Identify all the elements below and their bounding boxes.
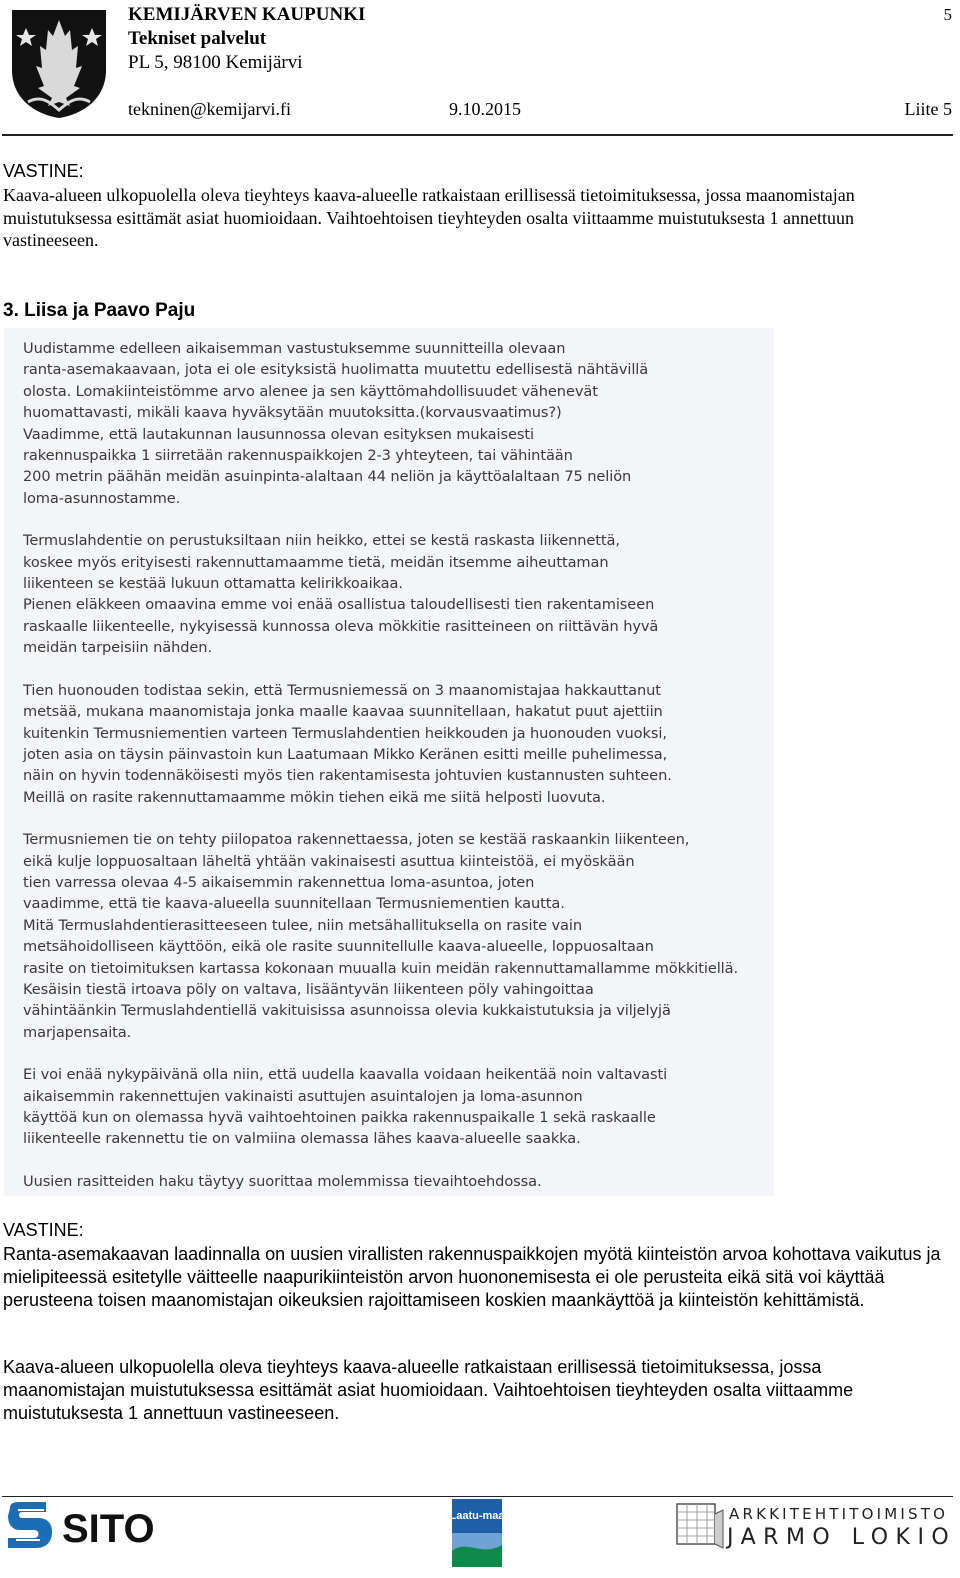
department-name: Tekniset palvelut: [128, 28, 267, 49]
letter-line: koskee myös erityisesti rakennuttamaamme tietä, meidän itsemme aiheuttaman: [23, 553, 609, 571]
letter-line: marjapensaita.: [23, 1023, 132, 1041]
section-heading: 3. Liisa ja Paavo Paju: [3, 300, 196, 321]
letter-line: Meillä on rasite rakennuttamaamme mökin tiehen eikä me siitä helposti luovuta.: [23, 788, 606, 806]
letter-line: liikenteelle rakennettu tie on valmiina olemassa lähes kaava-alueelle saakka.: [23, 1130, 581, 1148]
letter-paragraph: [23, 1171, 773, 1192]
scanned-letter-text: [23, 338, 773, 1213]
letter-line: Termuslahdentie on perustuksiltaan niin heikko, ettei se kestä raskasta liikennettä,: [23, 532, 620, 550]
letter-paragraph: [23, 829, 773, 1043]
organization-name: KEMIJÄRVEN KAUPUNKI: [128, 4, 366, 25]
page-number: 5: [943, 5, 952, 24]
letter-line: metsää, mukana maanomistaja jonka maalle kaavaa suunnitellaan, hakatut puut ajettiin: [23, 703, 663, 721]
letter-line: 200 metrin päähän meidän asuinpinta-alaltaan 44 neliön ja käyttöalaltaan 75 neliön: [23, 468, 632, 486]
letter-line: käyttöä kun on olemassa hyvä vaihtoehtoinen paikka rakennuspaikalle 1 sekä raskaalle: [23, 1109, 656, 1126]
letter-line: Tien huonouden todistaa sekin, että Termusniemessä on 3 maanomistajaa hakkauttanut: [23, 681, 661, 699]
architect-office-name: ARKKITEHTITOIMISTO: [729, 1505, 949, 1523]
letter-paragraph: [23, 338, 773, 509]
letter-paragraph: [23, 530, 773, 658]
sito-logo: [4, 1500, 174, 1552]
letter-line: meidän tarpeisiin nähden.: [23, 639, 212, 657]
response-text: Kaava-alueen ulkopuolella oleva tieyhteys kaava-alueelle ratkaistaan erillisessä tietoimituksessa, jossa maanomistajan muistutuksessa esittämät asiat huomioidaan. Vaihtoehtoisen tieyhteyden osalta viittaamme muistutuksesta 1 annettuun vastineeseen.: [3, 185, 855, 250]
letter-line: kuitenkin Termusniementien varteen Termuslahdentien heikkouden ja huonouden vuoksi,: [23, 724, 667, 742]
letter-line: loma-asunnostamme.: [23, 489, 181, 507]
footer-divider: [2, 1496, 953, 1497]
letter-line: rakennuspaikka 1 siirretään rakennuspaikkojen 2-3 yhteyteen, tai vähintään: [23, 447, 573, 465]
laatumaa-wordmark: Laatu-maa: [452, 1510, 502, 1522]
architect-name: JARMO LOKIO: [727, 1525, 950, 1550]
letter-line: metsähoidolliseen käyttöön, eikä ole rasite suunnitellulle kaava-alueelle, loppuosaltaan: [23, 938, 654, 956]
letter-line: ranta-asemakaavaan, jota ei ole esityksistä huolimatta muutettu edellisestä nähtävillä: [23, 361, 649, 379]
postal-address: PL 5, 98100 Kemijärvi: [128, 52, 303, 73]
building-sketch-icon: [677, 1504, 723, 1548]
letter-line: vähintäänkin Termuslahdentiellä vakituisissa asunnoissa olevia kukkaistutuksia ja viljelyjä: [23, 1002, 671, 1020]
letter-line: raskaalle liikenteelle, nykyisessä kunnossa oleva mökkitie rasitteineen on riittävän hyvä: [23, 617, 659, 635]
organization-address-block: [128, 3, 365, 75]
letter-line: Mitä Termuslahdentierasitteeseen tulee, niin metsähallituksella on rasite vain: [23, 916, 582, 934]
letter-line: Termusniemen tie on tehty piilopatoa rakennettaessa, joten se kestää raskaankin liikenteen,: [23, 831, 690, 849]
letter-line: joten asia on täysin päinvastoin kun Laatumaan Mikko Keränen esitti meille puhelimessa,: [23, 745, 668, 763]
letter-line: Vaadimme, että lautakunnan lausunnossa olevan esityksen mukaisesti: [23, 425, 534, 443]
letter-paragraph: [23, 680, 773, 808]
letter-line: rasite on tietoimituksen kartassa kokonaan muualla kuin meidän rakennuttamallamme mökkitiellä.: [23, 959, 738, 977]
response-paragraph: Kaava-alueen ulkopuolella oleva tieyhteys kaava-alueelle ratkaistaan erillisessä tietoimituksessa, jossa maanomistajan muistutuksessa esittämät asiat huomioidaan. Vaihtoehtoisen tieyhteyden osalta viittaamme muistutuksesta 1 annettuun vastineeseen.: [3, 1357, 854, 1423]
letter-line: Uudistamme edelleen aikaisemman vastustuksemme suunnitteilla olevaan: [23, 340, 566, 357]
architect-office-logo: [675, 1500, 950, 1552]
letter-paragraph: [23, 1064, 773, 1150]
scanned-letter: [4, 328, 774, 1196]
header-divider: [2, 134, 953, 136]
letter-line: aikaisemmin rakennettujen vakinaisti asuttujen asuintalojen ja loma-asunnon: [23, 1087, 583, 1105]
kemijarvi-coat-of-arms: [8, 6, 110, 120]
letter-line: huomattavasti, mikäli kaava hyväksytään muutoksitta.(korvausvaatimus?): [23, 404, 562, 422]
letter-line: Kesäisin tiestä irtoava pöly on valtava, lisääntyvän liikenteen pöly vahingoittaa: [23, 980, 594, 998]
letter-line: Pienen eläkkeen omaavina emme voi enää osallistua taloudellisesti tien rakentamiseen: [23, 596, 655, 614]
sito-s-mark-icon: [8, 1502, 52, 1548]
document-date: 9.10.2015: [449, 99, 521, 119]
letter-line: vaadimme, että tie kaava-alueella suunnitellaan Termusniementien kautta.: [23, 895, 565, 913]
letter-line: liikenteen se kestää lukuun ottamatta kelirikkoaikaa.: [23, 575, 403, 593]
letter-line: eikä kulje loppuosaltaan läheltä yhtään vakinaisesti asuttua kiinteistöä, ei myöskään: [23, 852, 635, 870]
response-paragraph: Ranta-asemakaavan laadinnalla on uusien virallisten rakennuspaikkojen myötä kiinteistön arvoa kohottava vaikutus ja mielipiteessä esitetylle väitteelle naapurikiinteistön arvon huononemisesta ei ole perusteita eikä sitä voi käyttää perusteena toisen maanomistajan oikeuksien rajoittamiseen koskien maankäyttöä ja kiinteistön kehittämistä.: [3, 1244, 941, 1310]
letter-line: tien varressa olevaa 4-5 aikaisemmin rakennettua loma-asuntoa, joten: [23, 873, 535, 891]
letter-line: olosta. Lomakiinteistömme arvo alenee ja sen käyttömahdollisuudet vähenevät: [23, 382, 598, 400]
laatumaa-logo: [452, 1499, 502, 1567]
attachment-label: Liite 5: [904, 99, 952, 119]
letter-line: Ei voi enää nykypäivänä olla niin, että uudella kaavalla voidaan heikentää noin valtavasti: [23, 1066, 668, 1084]
letter-line: näin on hyvin todennäköisesti myös tien rakentamisesta johtuvien kustannusten suhteen.: [23, 767, 672, 785]
response-heading: VASTINE:: [3, 1220, 84, 1240]
contact-email[interactable]: tekninen@kemijarvi.fi: [128, 99, 292, 119]
response-heading: VASTINE:: [3, 161, 84, 181]
letter-line: Uusien rasitteiden haku täytyy suorittaa molemmissa tievaihtoehdossa.: [23, 1172, 542, 1190]
sito-wordmark: SITO: [62, 1507, 155, 1551]
